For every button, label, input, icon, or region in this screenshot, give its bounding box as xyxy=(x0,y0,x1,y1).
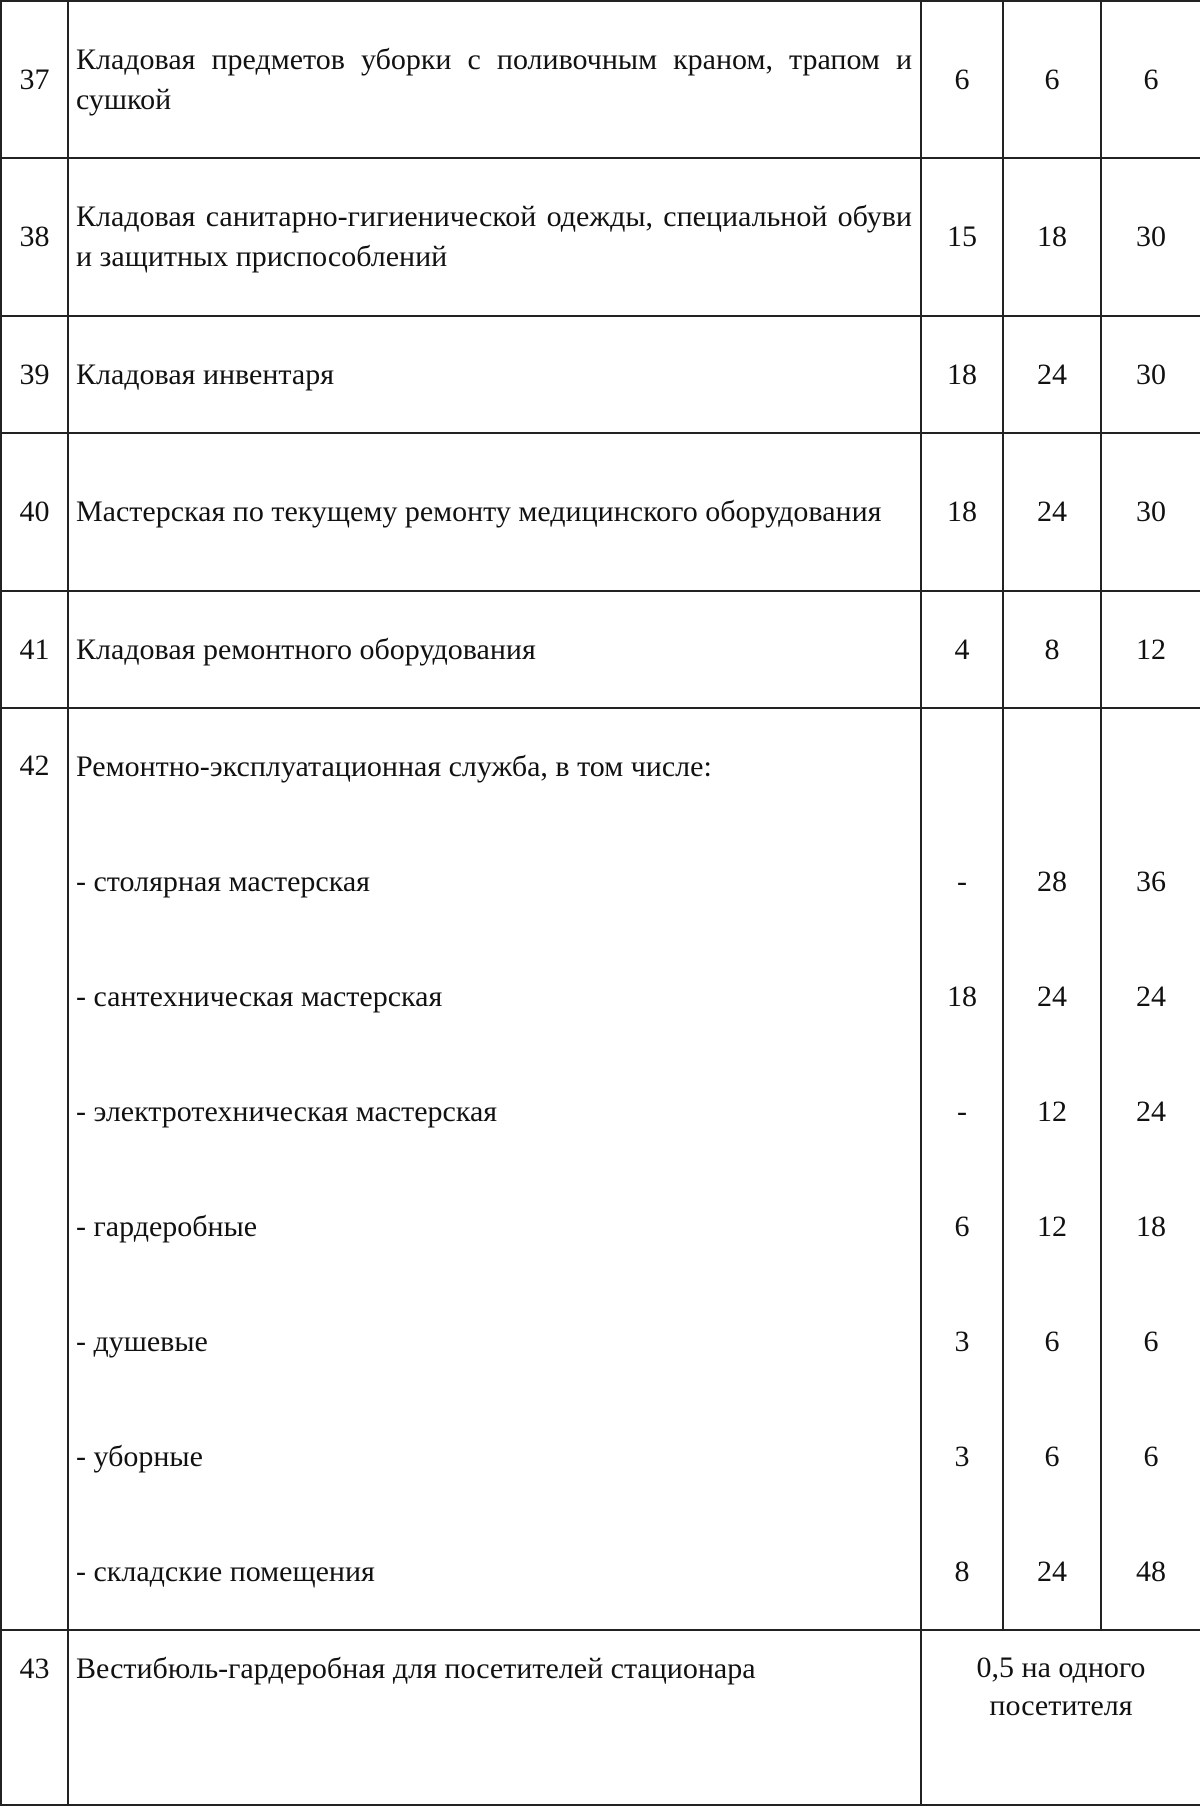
value-line: посетителя xyxy=(989,1689,1133,1722)
subvalue-stack xyxy=(1102,709,1200,1629)
room-name: Кладовая санитарно-гигиенической одежды, специальной обуви и защитных приспособлений xyxy=(68,158,921,316)
value-cell: 12 xyxy=(1037,1210,1067,1243)
value-cell: 15 xyxy=(921,158,1003,316)
value-cell: - xyxy=(957,865,967,898)
row-number: 42 xyxy=(1,708,68,1630)
room-name: Кладовая инвентаря xyxy=(68,316,921,433)
room-name: Ремонтно-эксплуатационная служба, в том числе: xyxy=(68,708,921,824)
sub-room-name: - столярная мастерская xyxy=(68,824,921,939)
value-cell: 18 xyxy=(921,433,1003,591)
value-cell: 30 xyxy=(1101,316,1200,433)
merged-value-cell xyxy=(921,1630,1200,1805)
value-cell: 6 xyxy=(1143,1440,1159,1473)
value-cell: 18 xyxy=(947,980,977,1013)
table-row xyxy=(1,591,1200,708)
row-number: 40 xyxy=(1,433,68,591)
value-cell: 28 xyxy=(1037,865,1067,898)
room-name: Кладовая предметов уборки с поливочным краном, трапом и сушкой xyxy=(68,1,921,158)
table-row-group-header xyxy=(1,708,1200,824)
value-cell: 4 xyxy=(921,591,1003,708)
row-number: 43 xyxy=(1,1630,68,1805)
value-cell: 3 xyxy=(954,1325,970,1358)
sub-room-name: - уборные xyxy=(68,1399,921,1514)
subvalue-stack xyxy=(1004,709,1100,1629)
value-cell: 6 xyxy=(1101,1,1200,158)
row-number: 39 xyxy=(1,316,68,433)
table-row xyxy=(1,433,1200,591)
value-column-3 xyxy=(1101,708,1200,1630)
table-row xyxy=(1,1,1200,158)
row-number: 37 xyxy=(1,1,68,158)
value-cell: 30 xyxy=(1101,158,1200,316)
value-line: 0,5 на одного xyxy=(976,1651,1146,1684)
row-number: 41 xyxy=(1,591,68,708)
value-cell: 6 xyxy=(1044,1325,1060,1358)
sub-room-name: - электротехническая мастерская xyxy=(68,1054,921,1169)
room-name: Мастерская по текущему ремонту медицинского оборудования xyxy=(68,433,921,591)
value-cell: 12 xyxy=(1037,1095,1067,1128)
sub-room-name: - сантехническая мастерская xyxy=(68,939,921,1054)
value-cell: 6 xyxy=(1143,1325,1159,1358)
value-cell: 8 xyxy=(954,1555,970,1588)
value-cell: 3 xyxy=(954,1440,970,1473)
value-cell: 6 xyxy=(1003,1,1101,158)
row-number: 38 xyxy=(1,158,68,316)
value-cell: 24 xyxy=(1003,316,1101,433)
value-cell: 30 xyxy=(1101,433,1200,591)
table-row xyxy=(1,158,1200,316)
value-cell: 12 xyxy=(1101,591,1200,708)
value-cell: 18 xyxy=(1003,158,1101,316)
table-row xyxy=(1,316,1200,433)
value-cell: 24 xyxy=(1136,1095,1166,1128)
value-cell: 24 xyxy=(1037,980,1067,1013)
value-cell: 48 xyxy=(1136,1555,1166,1588)
sub-room-name: - душевые xyxy=(68,1284,921,1399)
value-column-2 xyxy=(1003,708,1101,1630)
room-name: Кладовая ремонтного оборудования xyxy=(68,591,921,708)
subvalue-stack xyxy=(922,709,1002,1629)
value-cell: 6 xyxy=(954,1210,970,1243)
sub-room-name: - складские помещения xyxy=(68,1514,921,1630)
value-cell: 18 xyxy=(1136,1210,1166,1243)
value-cell: 8 xyxy=(1003,591,1101,708)
value-cell: 18 xyxy=(921,316,1003,433)
value-cell: 24 xyxy=(1136,980,1166,1013)
value-cell: 36 xyxy=(1136,865,1166,898)
value-cell: - xyxy=(957,1095,967,1128)
value-cell: 6 xyxy=(1044,1440,1060,1473)
sub-room-name: - гардеробные xyxy=(68,1169,921,1284)
value-column-1 xyxy=(921,708,1003,1630)
value-cell: 24 xyxy=(1037,1555,1067,1588)
table-row xyxy=(1,1630,1200,1805)
room-name: Вестибюль-гардеробная для посетителей стационара xyxy=(68,1630,921,1805)
value-cell: 24 xyxy=(1003,433,1101,591)
value-cell: 6 xyxy=(921,1,1003,158)
